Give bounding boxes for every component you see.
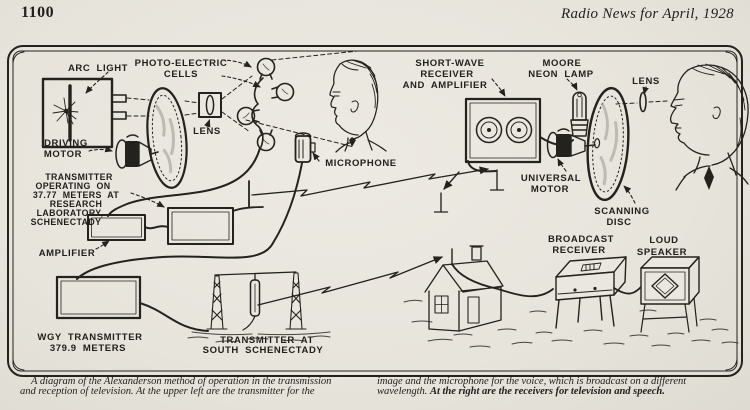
page-number: 1100 [21,4,55,21]
label-loud-speaker-2: SPEAKER [636,247,688,258]
label-driving-motor-1: DRIVING [44,138,88,149]
lens-receive [640,93,646,112]
label-broadcast-receiver-2: RECEIVER [552,245,606,256]
label-universal-motor-2: MOTOR [530,184,570,195]
label-lens-right: LENS [632,76,660,87]
house-door [468,297,479,323]
label-research-transmitter-2: OPERATING ON [35,181,111,191]
loud-speaker [641,257,699,332]
label-driving-motor-2: MOTOR [43,149,83,160]
arc-spark [53,98,78,124]
mid-antenna-2 [491,170,504,190]
label-short-wave-3: AND AMPLIFIER [402,80,488,91]
label-moore-1: MOORE [542,58,582,69]
radio-wave-bolt-voice [258,257,442,305]
broadcast-receiver [556,257,641,328]
moore-neon-lamp [571,92,588,136]
label-wgy-1: WGY TRANSMITTER [37,332,143,343]
label-amplifier: AMPLIFIER [38,248,96,259]
label-short-wave-1: SHORT-WAVE [415,58,485,69]
caption-line: image and the microphone for the voice, which is broadcast on a different [377,376,687,387]
label-microphone: MICROPHONE [325,158,397,169]
label-wgy-2: 379.9 METERS [49,343,127,354]
label-moore-2: NEON LAMP [528,69,594,80]
amplifier-to-transmitter-wire [145,226,168,228]
transmit-antenna [233,181,263,211]
caption-line: and reception of television. At the upper left are the transmitter for the [20,386,315,398]
caption-left-column [20,377,331,398]
label-broadcast-receiver-1: BROADCAST [547,234,615,245]
televised-subject-head [330,60,386,152]
scanning-disc-transmit [143,86,191,189]
label-south-transmitter-2: SOUTH SCHENECTADY [202,345,324,356]
label-photo-electric-cells-2: CELLS [163,69,199,80]
caption-right-column [377,377,686,398]
tuning-dials [477,118,532,143]
label-universal-motor-1: UNIVERSAL [520,173,582,184]
receiver-to-speaker-wire [614,287,641,294]
journal-title: Radio News for April, 1928 [561,6,734,22]
south-schenectady-towers [207,272,306,330]
short-wave-receiver-box [466,99,540,162]
label-research-transmitter-6: SCHENECTADY [30,217,102,227]
mid-antenna-1 [435,193,448,212]
chimney [472,247,481,260]
label-research-transmitter-5: LABORATORY, [36,208,104,218]
house [425,246,553,331]
arc-light-housing [43,79,126,147]
label-arc-light: ARC LIGHT [67,63,129,74]
research-transmitter-box [168,208,233,244]
label-research-transmitter-3: 37.77 METERS AT [32,190,120,200]
label-photo-electric-cells-1: PHOTO-ELECTRIC [134,58,228,69]
photo-electric-cells [238,59,294,151]
label-research-transmitter-4: RESEARCH [49,199,103,209]
wgy-to-towers-wire [140,303,208,331]
caption-bold-text: At the right are the receivers for television and speech. [429,386,665,398]
label-loud-speaker-1: LOUD [649,235,679,246]
label-scanning-disc-2: DISC [606,217,632,228]
lens-transmit [199,93,221,117]
label-research-transmitter-1: TRANSMITTER [45,172,113,182]
label-lens-left: LENS [193,126,221,137]
caption-text: wavelength. [377,386,430,398]
label-south-transmitter-1: TRANSMITTER AT [220,335,314,346]
label-short-wave-2: RECEIVER [420,69,474,80]
caption-line: A diagram of the Alexanderson method of operation in the transmission [31,376,332,387]
viewer-head [671,64,749,190]
label-scanning-disc-1: SCANNING [594,206,650,217]
caption-line [377,387,686,397]
wgy-transmitter-box [57,277,140,318]
microphone [296,133,316,162]
